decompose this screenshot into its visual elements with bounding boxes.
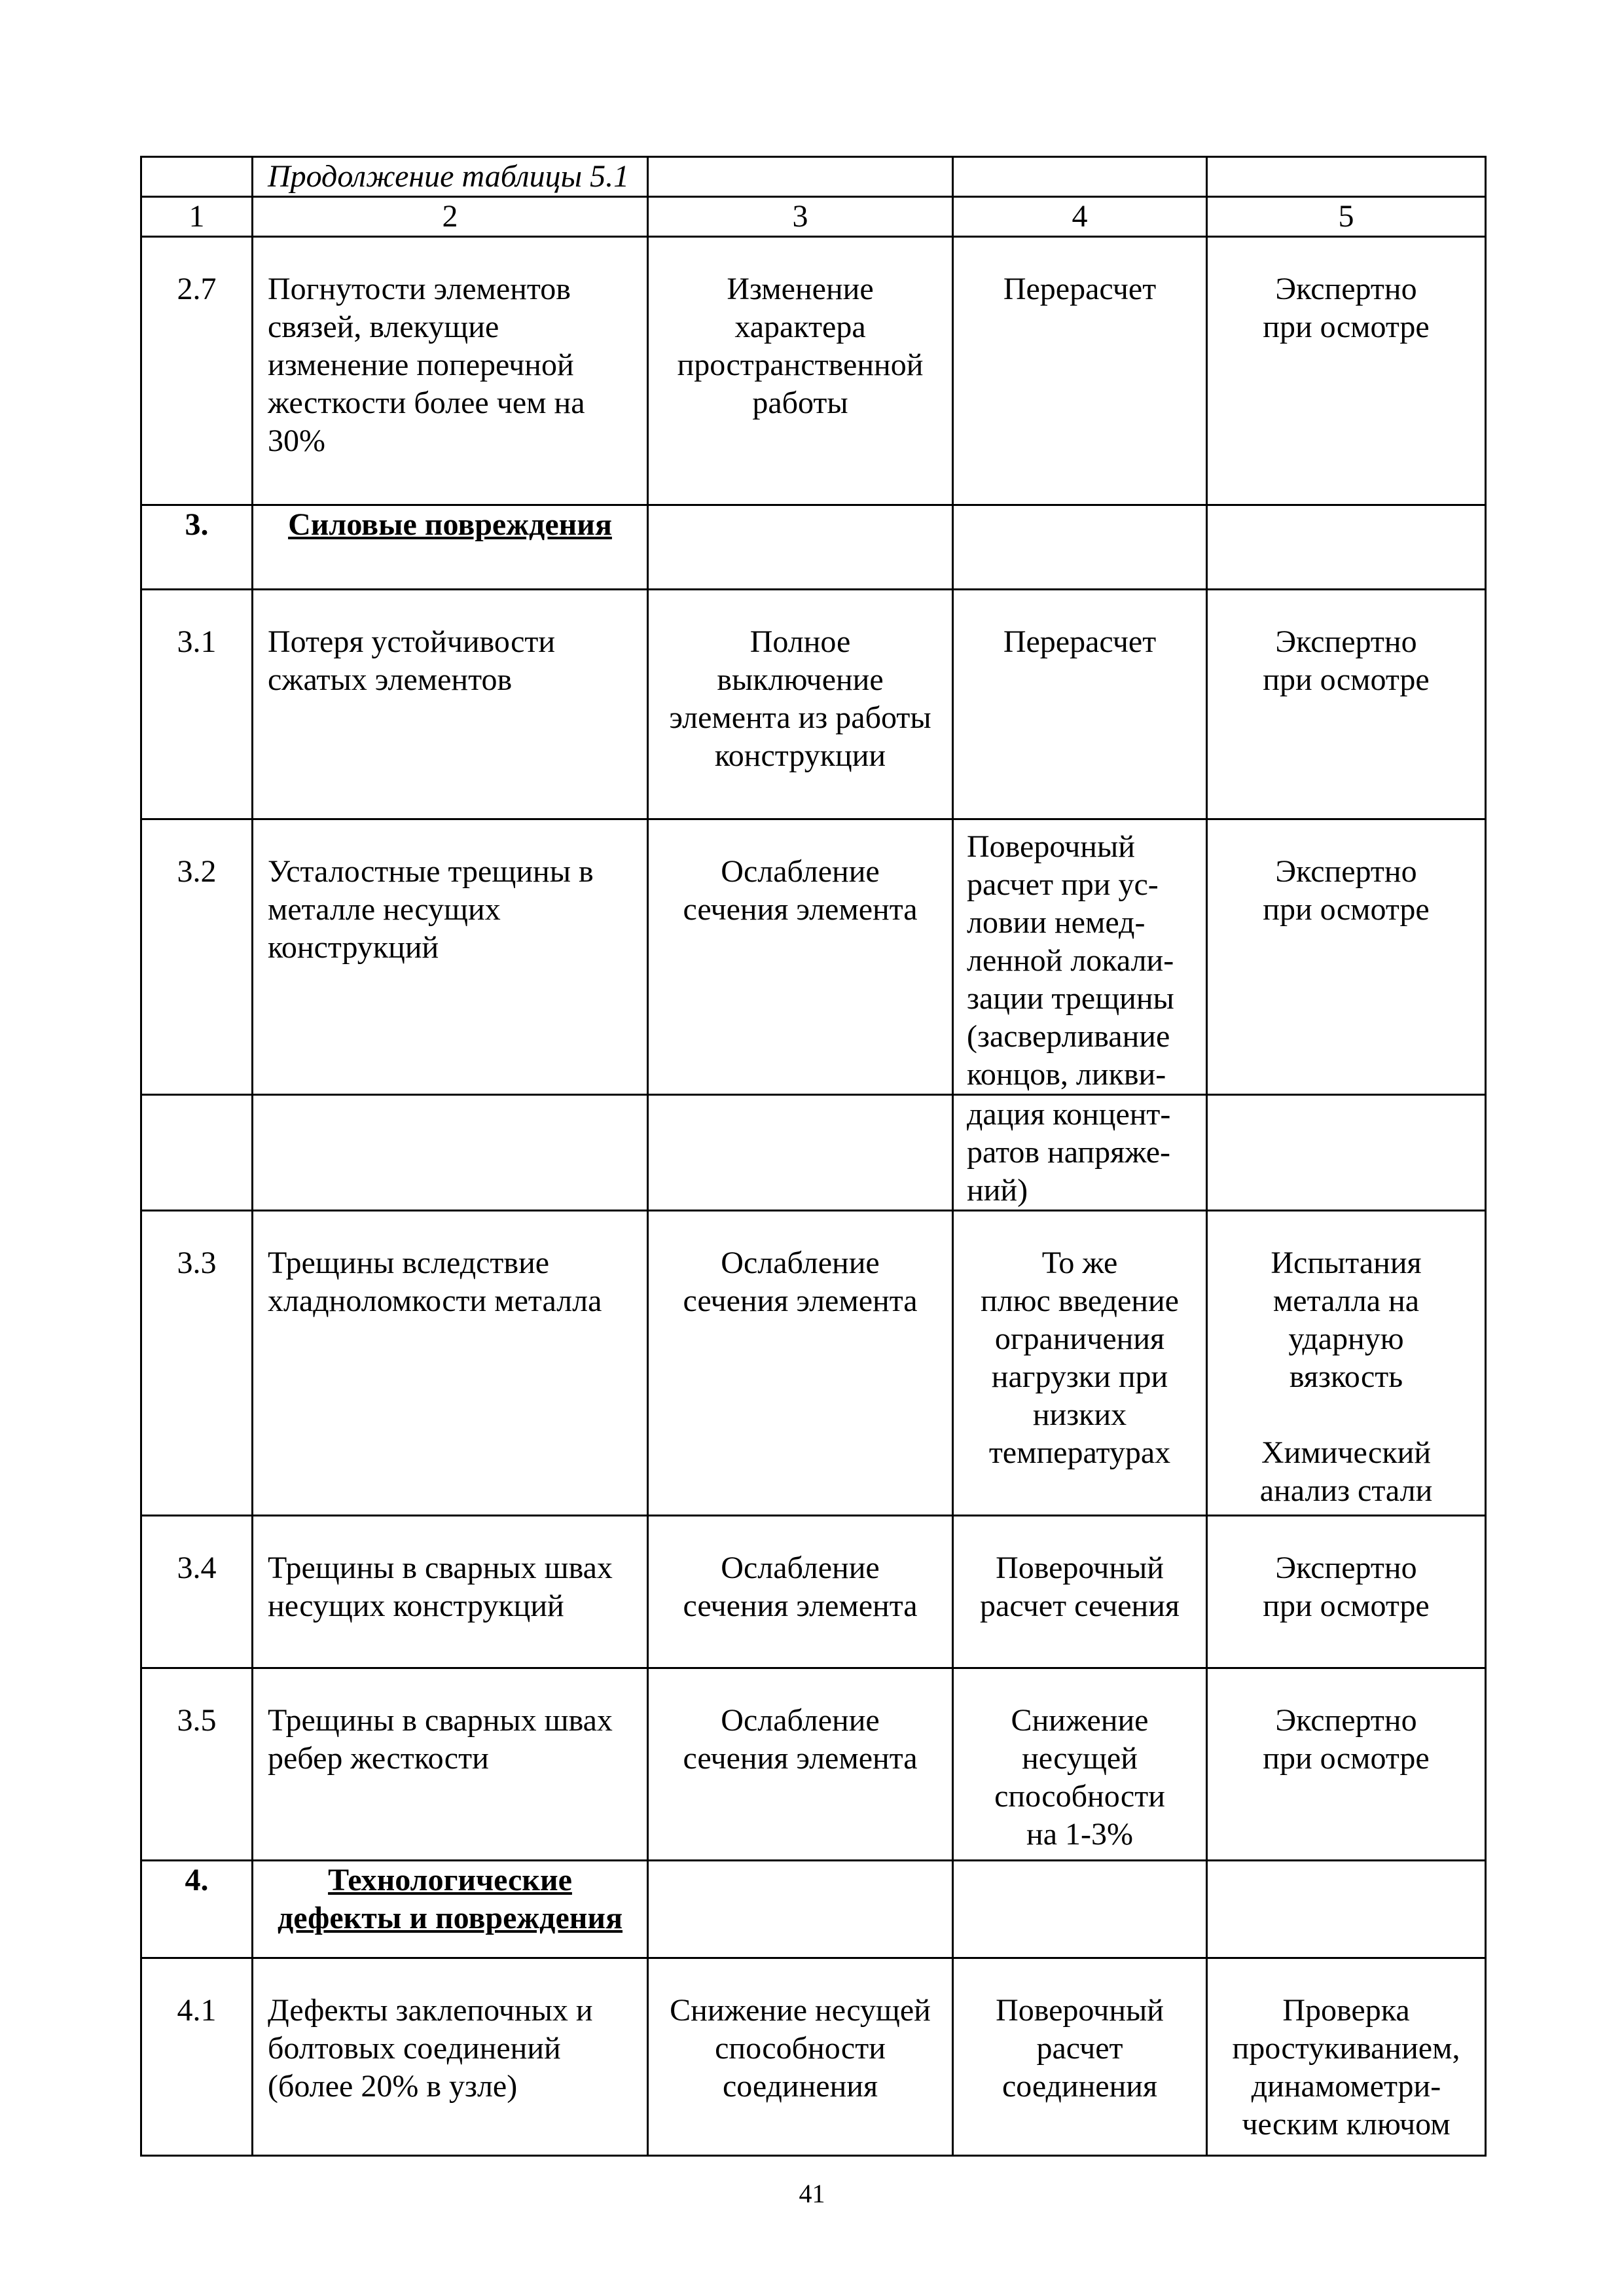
table-row xyxy=(141,237,1486,505)
text-line: Снижение xyxy=(1011,1703,1149,1738)
text-line: сечения элемента xyxy=(683,1588,918,1623)
table-row xyxy=(141,1958,1486,2156)
measure xyxy=(953,1211,1207,1516)
text-line: сечения элемента xyxy=(683,1741,918,1776)
section-number: 4. xyxy=(141,1861,253,1958)
row-number: 3.2 xyxy=(141,819,253,1095)
text-line: Перерасчет xyxy=(1003,624,1157,659)
column-number: 2 xyxy=(253,197,648,237)
text-line: ленной локали- xyxy=(967,943,1174,978)
text-line: болтовых соединений xyxy=(268,2031,561,2066)
text-line: работы xyxy=(752,386,848,420)
row-number: 3.3 xyxy=(141,1211,253,1516)
measure xyxy=(953,237,1207,505)
text-line: при осмотре xyxy=(1263,310,1430,344)
text-line: Поверочный xyxy=(996,1993,1164,2028)
row-number: 2.7 xyxy=(141,237,253,505)
text-line: ударную xyxy=(1288,1321,1404,1356)
text-line: дация концент- xyxy=(967,1097,1171,1132)
text-line: ограничения xyxy=(994,1321,1165,1356)
empty-cell xyxy=(648,1861,953,1958)
row-number: 4.1 xyxy=(141,1958,253,2156)
text-line xyxy=(1208,1396,1485,1434)
text-line: при осмотре xyxy=(1263,1588,1430,1623)
measure xyxy=(953,1958,1207,2156)
section-number: 3. xyxy=(141,505,253,590)
text-line: температурах xyxy=(988,1435,1171,1470)
text-line: Поверочный xyxy=(996,1551,1164,1585)
control-method xyxy=(1207,590,1486,819)
text-line: динамометри- xyxy=(1251,2069,1441,2104)
text-line: плюс введение xyxy=(981,1283,1179,1318)
text-line: Усталостные трещины в xyxy=(268,854,594,889)
text-line: несущей xyxy=(1022,1741,1138,1776)
text-line: характера xyxy=(734,310,866,344)
consequence xyxy=(648,237,953,505)
text-line: Трещины в сварных швах xyxy=(268,1551,613,1585)
column-number: 5 xyxy=(1207,197,1486,237)
row-number: 3.1 xyxy=(141,590,253,819)
damage-name xyxy=(253,590,648,819)
text-line: хладноломкости металла xyxy=(268,1283,602,1318)
measure xyxy=(953,1668,1207,1861)
text-line: расчет xyxy=(1036,2031,1123,2066)
text-line: изменение поперечной xyxy=(268,348,574,382)
empty-cell xyxy=(141,1095,253,1211)
consequence xyxy=(648,1958,953,2156)
table-row xyxy=(141,819,1486,1095)
continuation-cell-empty xyxy=(1207,157,1486,197)
text-line: на 1-3% xyxy=(1026,1817,1133,1852)
text-line: ратов напряже- xyxy=(967,1135,1171,1170)
damage-name xyxy=(253,1516,648,1668)
text-line: То же xyxy=(1041,1246,1118,1280)
empty-cell xyxy=(953,505,1207,590)
text-line: жесткости более чем на xyxy=(268,386,585,420)
text-line: металла на xyxy=(1272,1283,1420,1318)
text-line: вязкость xyxy=(1289,1359,1403,1394)
text-line: конструкций xyxy=(268,930,439,965)
damage-name xyxy=(253,237,648,505)
damage-name xyxy=(253,1211,648,1516)
text-line: ловии немед- xyxy=(967,905,1146,940)
text-line: Трещины вследствие xyxy=(268,1246,550,1280)
measure xyxy=(953,1516,1207,1668)
text-line: выключение xyxy=(717,662,884,697)
text-line: Перерасчет xyxy=(1003,272,1157,306)
text-line: концов, ликви- xyxy=(967,1057,1166,1092)
empty-cell xyxy=(1207,1861,1486,1958)
text-line: при осмотре xyxy=(1263,662,1430,697)
page-number: 41 xyxy=(799,2179,825,2208)
text-line: 30% xyxy=(268,423,325,458)
text-line: Экспертно xyxy=(1275,272,1417,306)
damage-name xyxy=(253,819,648,1095)
text-line: Ослабление xyxy=(721,1551,880,1585)
text-line: Дефекты заклепочных и xyxy=(268,1993,593,2028)
column-number-row xyxy=(141,197,1486,237)
control-method xyxy=(1207,1668,1486,1861)
text-line: ний) xyxy=(967,1173,1028,1208)
table-row xyxy=(141,1516,1486,1668)
text-line: Ослабление xyxy=(721,1703,880,1738)
continuation-cell-empty xyxy=(141,157,253,197)
text-line: Испытания xyxy=(1271,1246,1422,1280)
consequence xyxy=(648,590,953,819)
control-method xyxy=(1207,1211,1486,1516)
measure xyxy=(953,590,1207,819)
text-line: Экспертно xyxy=(1275,1703,1417,1738)
table-row xyxy=(141,1211,1486,1516)
text-line: сечения элемента xyxy=(683,1283,918,1318)
text-line: Потеря устойчивости xyxy=(268,624,556,659)
text-line: Ослабление xyxy=(721,1246,880,1280)
text-line: (засверливание xyxy=(967,1019,1170,1054)
text-line: нагрузки при xyxy=(991,1359,1168,1394)
text-line: Трещины в сварных швах xyxy=(268,1703,613,1738)
control-method xyxy=(1207,1958,1486,2156)
measure xyxy=(953,819,1207,1095)
consequence xyxy=(648,819,953,1095)
text-line: анализ стали xyxy=(1259,1473,1433,1508)
text-line: Экспертно xyxy=(1275,1551,1417,1585)
text-line: сечения элемента xyxy=(683,892,918,927)
text-line: способности xyxy=(994,1779,1165,1814)
text-line: Снижение несущей xyxy=(670,1993,931,2028)
text-line: расчет при ус- xyxy=(967,867,1159,902)
empty-cell xyxy=(648,1095,953,1211)
text-line: Ослабление xyxy=(721,854,880,889)
consequence xyxy=(648,1668,953,1861)
text-line: Проверка xyxy=(1282,1993,1410,2028)
continuation-cell-empty xyxy=(648,157,953,197)
text-line: расчет сечения xyxy=(980,1588,1180,1623)
control-method xyxy=(1207,1516,1486,1668)
table-row-continuation xyxy=(141,1095,1486,1211)
text-line: несущих конструкций xyxy=(268,1588,564,1623)
text-line: связей, влекущие xyxy=(268,310,499,344)
column-number: 1 xyxy=(141,197,253,237)
text-line: металле несущих xyxy=(268,892,501,927)
empty-cell xyxy=(953,1861,1207,1958)
section-row xyxy=(141,505,1486,590)
measure xyxy=(953,1095,1207,1211)
text-line: конструкции xyxy=(714,738,886,773)
section-row xyxy=(141,1861,1486,1958)
section-title: Силовые повреждения xyxy=(253,505,648,590)
text-line: Изменение xyxy=(727,272,874,306)
continuation-cell-empty xyxy=(953,157,1207,197)
control-method xyxy=(1207,237,1486,505)
consequence xyxy=(648,1211,953,1516)
text-line: при осмотре xyxy=(1263,1741,1430,1776)
column-number: 4 xyxy=(953,197,1207,237)
row-number: 3.5 xyxy=(141,1668,253,1861)
text-line: соединения xyxy=(722,2069,878,2104)
text-line: Экспертно xyxy=(1275,854,1417,889)
text-line: Поверочный xyxy=(967,829,1135,864)
row-number: 3.4 xyxy=(141,1516,253,1668)
text-line: Полное xyxy=(749,624,851,659)
text-line: пространственной xyxy=(677,348,924,382)
text-line: элемента из работы xyxy=(669,700,931,735)
text-line: Экспертно xyxy=(1275,624,1417,659)
column-number: 3 xyxy=(648,197,953,237)
empty-cell xyxy=(1207,505,1486,590)
text-line: способности xyxy=(715,2031,886,2066)
damage-name xyxy=(253,1668,648,1861)
text-line: Погнутости элементов xyxy=(268,272,571,306)
text-line: зации трещины xyxy=(967,981,1174,1016)
text-line: Технологические xyxy=(328,1863,572,1897)
empty-cell xyxy=(648,505,953,590)
text-line: ческим ключом xyxy=(1242,2107,1451,2142)
damage-table xyxy=(140,156,1487,2157)
text-line: Химический xyxy=(1261,1435,1432,1470)
table-row xyxy=(141,1668,1486,1861)
damage-name xyxy=(253,1958,648,2156)
text-line: соединения xyxy=(1001,2069,1158,2104)
text-line: сжатых элементов xyxy=(268,662,513,697)
text-line: при осмотре xyxy=(1263,892,1430,927)
continuation-caption: Продолжение таблицы 5.1 xyxy=(253,157,648,197)
empty-cell xyxy=(253,1095,648,1211)
text-line: (более 20% в узле) xyxy=(268,2069,518,2104)
text-line: простукиванием, xyxy=(1232,2031,1460,2066)
section-title xyxy=(253,1861,648,1958)
text-line: дефекты и повреждения xyxy=(277,1901,623,1935)
control-method xyxy=(1207,819,1486,1095)
empty-cell xyxy=(1207,1095,1486,1211)
table-row xyxy=(141,590,1486,819)
text-line: низких xyxy=(1032,1397,1127,1432)
text-line: ребер жесткости xyxy=(268,1741,489,1776)
continuation-row xyxy=(141,157,1486,197)
consequence xyxy=(648,1516,953,1668)
